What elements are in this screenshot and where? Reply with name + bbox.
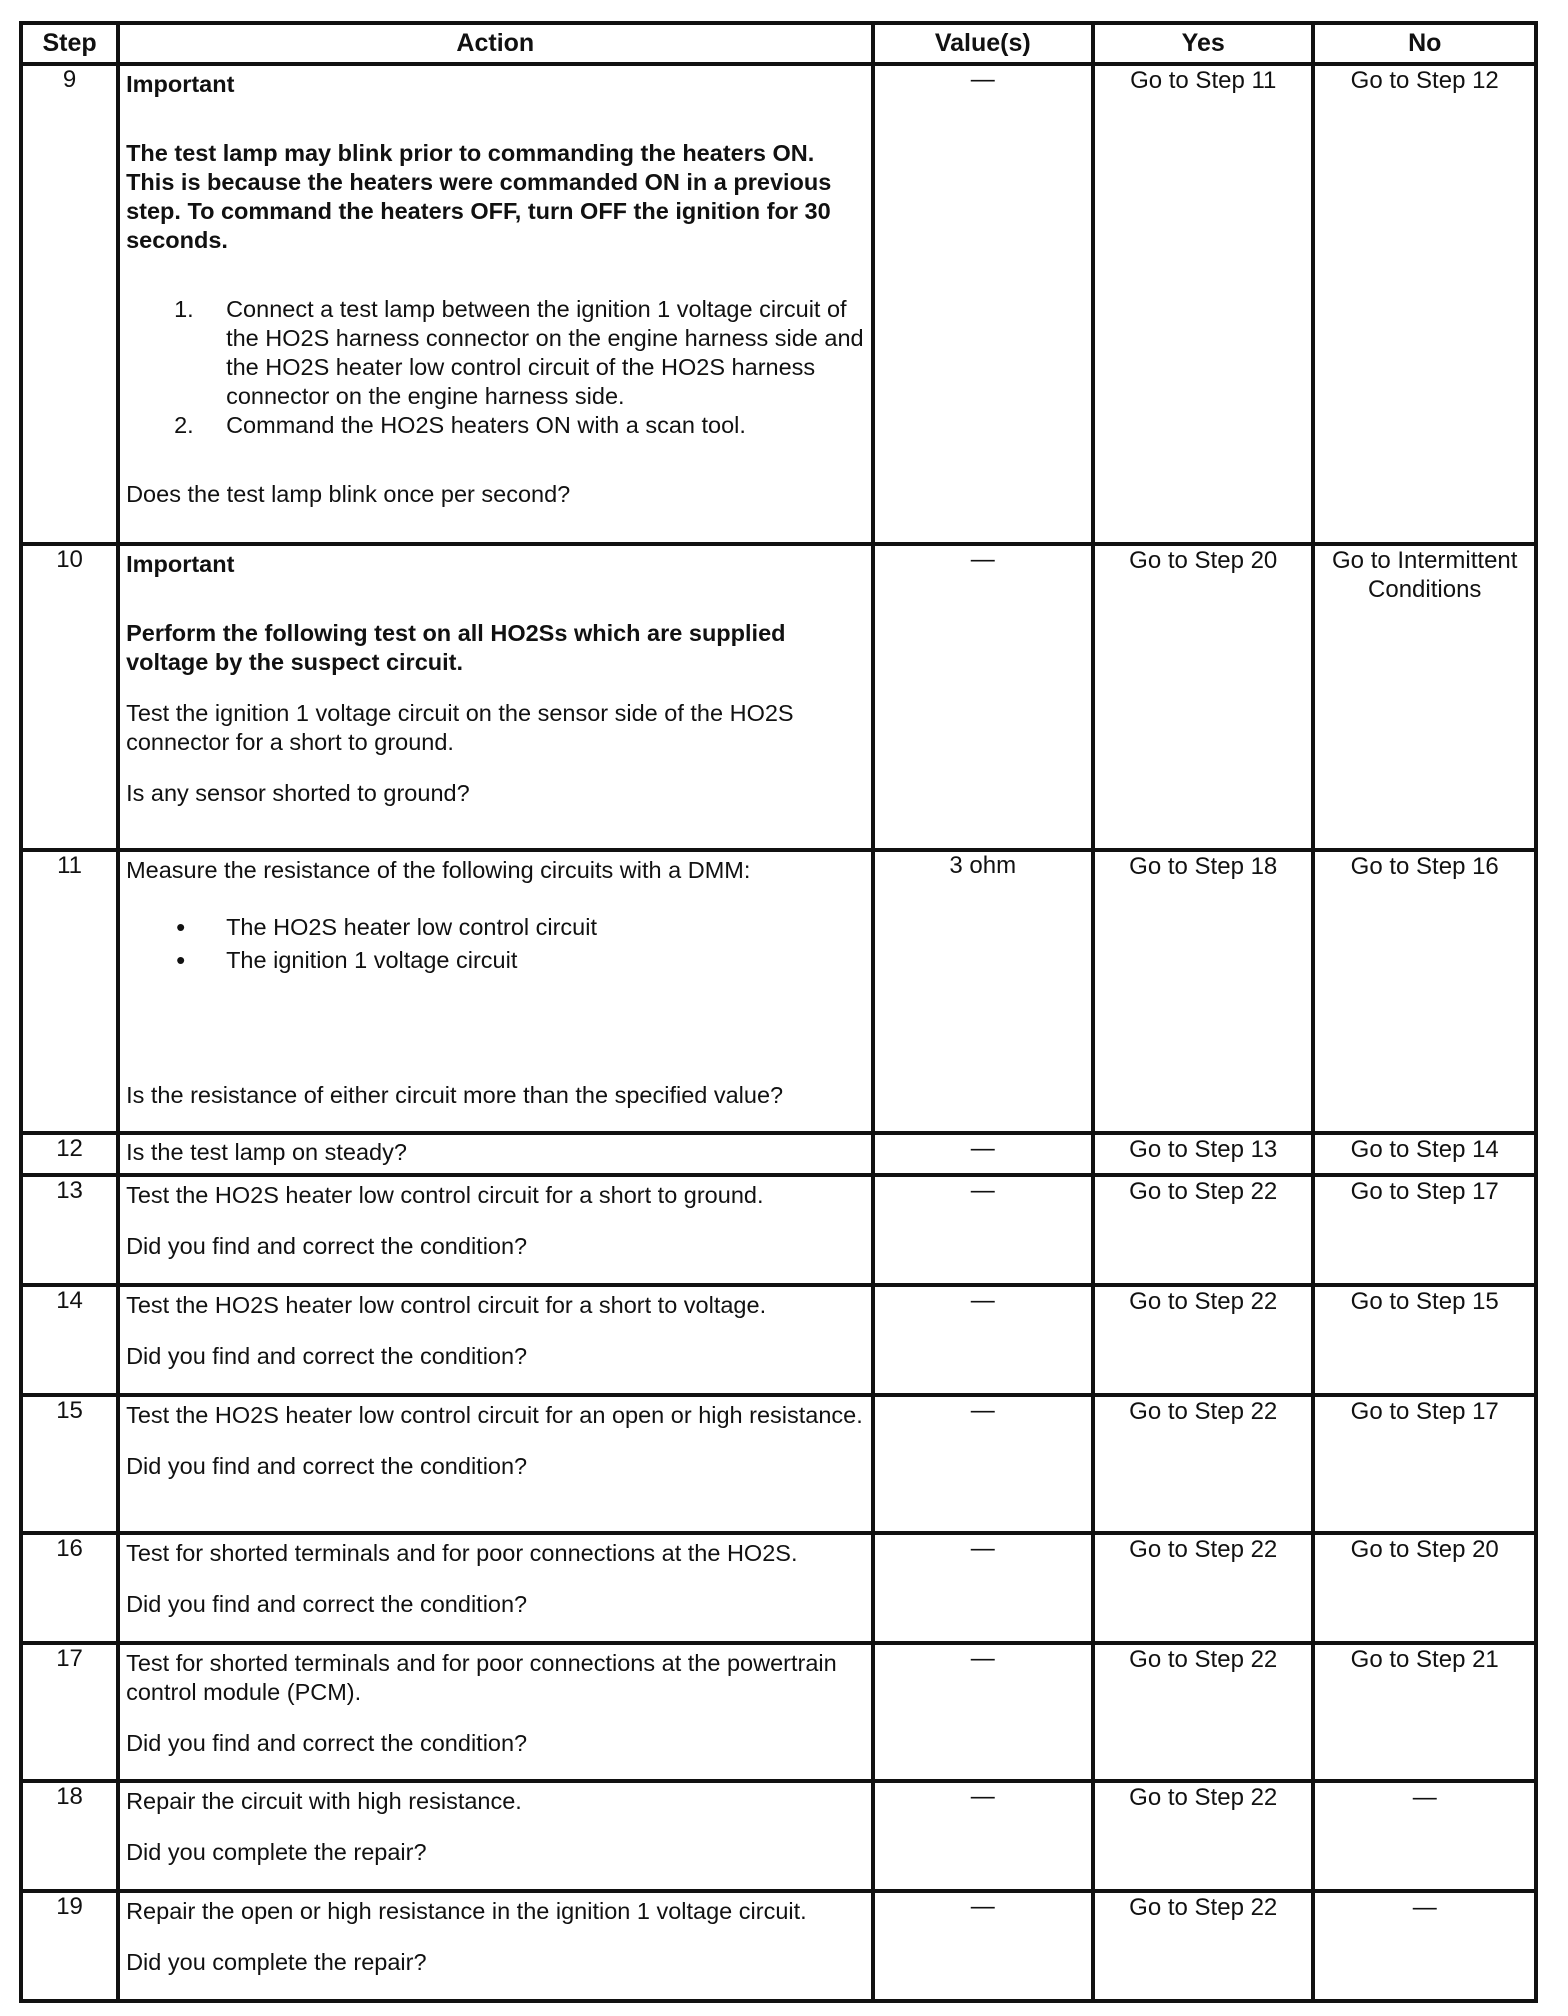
no-link: — (1313, 1891, 1536, 2001)
table-row (21, 544, 1536, 850)
question-text: Did you find and correct the condition? (126, 1233, 528, 1259)
action-text: Test the HO2S heater low control circuit for a short to ground. (126, 1182, 764, 1208)
step-number: 18 (21, 1781, 118, 1891)
action-cell (118, 64, 872, 544)
yes-link[interactable]: Go to Step 22 (1093, 1643, 1313, 1781)
no-link[interactable]: Go to Step 17 (1313, 1175, 1536, 1285)
question-text: Did you find and correct the condition? (126, 1453, 528, 1479)
value-cell: 3 ohm (873, 850, 1093, 1133)
step-number: 15 (21, 1395, 118, 1533)
question-text: Did you find and correct the condition? (126, 1343, 528, 1369)
yes-link[interactable]: Go to Step 22 (1093, 1285, 1313, 1395)
step-number: 9 (21, 64, 118, 544)
action-cell (118, 1781, 872, 1891)
header-no: No (1313, 23, 1536, 64)
value-cell: — (873, 64, 1093, 544)
question-text: Is the resistance of either circuit more than the specified value? (126, 1082, 784, 1108)
yes-link[interactable]: Go to Step 22 (1093, 1891, 1313, 2001)
action-cell (118, 1285, 872, 1395)
table-row (21, 1781, 1536, 1891)
value-cell: — (873, 1285, 1093, 1395)
header-yes: Yes (1093, 23, 1313, 64)
question-text: Is any sensor shorted to ground? (126, 780, 470, 806)
no-link[interactable]: Go to Step 17 (1313, 1395, 1536, 1533)
action-cell (118, 850, 872, 1133)
question-text: Did you find and correct the condition? (126, 1730, 528, 1756)
value-cell: — (873, 1133, 1093, 1175)
yes-link[interactable]: Go to Step 22 (1093, 1395, 1313, 1533)
step-number: 17 (21, 1643, 118, 1781)
step-number: 14 (21, 1285, 118, 1395)
table-row (21, 1643, 1536, 1781)
no-link[interactable]: Go to Step 14 (1313, 1133, 1536, 1175)
value-cell: — (873, 1395, 1093, 1533)
important-label: Important (126, 551, 235, 577)
value-cell: — (873, 1781, 1093, 1891)
action-text: Test the ignition 1 voltage circuit on the sensor side of the HO2S connector for a short to ground. (126, 700, 794, 755)
yes-link[interactable]: Go to Step 22 (1093, 1781, 1313, 1891)
action-cell (118, 1395, 872, 1533)
question-text: Did you find and correct the condition? (126, 1591, 528, 1617)
list-item: • The HO2S heater low control circuit (226, 913, 864, 942)
step-number: 12 (21, 1133, 118, 1175)
diagnostic-table (19, 21, 1538, 2003)
list-item: Command the HO2S heaters ON with a scan tool. (226, 412, 746, 438)
action-text: Measure the resistance of the following circuits with a DMM: (126, 857, 751, 883)
no-link[interactable]: Go to Step 20 (1313, 1533, 1536, 1643)
step-number: 19 (21, 1891, 118, 2001)
yes-link[interactable]: Go to Step 20 (1093, 544, 1313, 850)
yes-link[interactable]: Go to Step 11 (1093, 64, 1313, 544)
procedure-list (126, 295, 864, 440)
important-note: Perform the following test on all HO2Ss which are supplied voltage by the suspect circuit. (126, 620, 786, 675)
list-item: Connect a test lamp between the ignition 1 voltage circuit of the HO2S harness connector on the engine harness side and the HO2S heater low control circuit of the HO2S harness connector on the engine harness side. (226, 296, 864, 409)
table-row (21, 1533, 1536, 1643)
important-note: The test lamp may blink prior to commanding the heaters ON. This is because the heaters were commanded ON in a previous step. To command the heaters OFF, turn OFF the ignition for 30 seconds. (126, 140, 832, 253)
action-cell (118, 1133, 872, 1175)
table-row (21, 1175, 1536, 1285)
step-number: 16 (21, 1533, 118, 1643)
header-values: Value(s) (873, 23, 1093, 64)
table-row (21, 1133, 1536, 1175)
action-cell (118, 1891, 872, 2001)
action-text: Repair the circuit with high resistance. (126, 1788, 522, 1814)
table-row (21, 850, 1536, 1133)
no-link: — (1313, 1781, 1536, 1891)
table-row (21, 64, 1536, 544)
no-link[interactable]: Go to Intermittent Conditions (1313, 544, 1536, 850)
question-text: Is the test lamp on steady? (126, 1139, 407, 1165)
question-text: Did you complete the repair? (126, 1949, 427, 1975)
no-link[interactable]: Go to Step 15 (1313, 1285, 1536, 1395)
question-text: Does the test lamp blink once per second? (126, 481, 571, 507)
header-step: Step (21, 23, 118, 64)
value-cell: — (873, 1643, 1093, 1781)
action-cell (118, 544, 872, 850)
step-number: 11 (21, 850, 118, 1133)
no-link[interactable]: Go to Step 16 (1313, 850, 1536, 1133)
circuit-list (126, 913, 864, 975)
action-cell (118, 1643, 872, 1781)
yes-link[interactable]: Go to Step 18 (1093, 850, 1313, 1133)
action-text: Test for shorted terminals and for poor connections at the powertrain control module (PCM). (126, 1650, 837, 1705)
yes-link[interactable]: Go to Step 13 (1093, 1133, 1313, 1175)
header-action: Action (118, 23, 872, 64)
action-text: Test for shorted terminals and for poor connections at the HO2S. (126, 1540, 798, 1566)
action-cell (118, 1533, 872, 1643)
action-text: Test the HO2S heater low control circuit for an open or high resistance. (126, 1402, 863, 1428)
step-number: 13 (21, 1175, 118, 1285)
table-row (21, 1891, 1536, 2001)
no-link[interactable]: Go to Step 21 (1313, 1643, 1536, 1781)
header-row (21, 23, 1536, 64)
value-cell: — (873, 544, 1093, 850)
yes-link[interactable]: Go to Step 22 (1093, 1533, 1313, 1643)
value-cell: — (873, 1175, 1093, 1285)
table-row (21, 1395, 1536, 1533)
yes-link[interactable]: Go to Step 22 (1093, 1175, 1313, 1285)
step-number: 10 (21, 544, 118, 850)
value-cell: — (873, 1533, 1093, 1643)
question-text: Did you complete the repair? (126, 1839, 427, 1865)
action-cell (118, 1175, 872, 1285)
no-link[interactable]: Go to Step 12 (1313, 64, 1536, 544)
action-text: Test the HO2S heater low control circuit for a short to voltage. (126, 1292, 767, 1318)
action-text: Repair the open or high resistance in the ignition 1 voltage circuit. (126, 1898, 807, 1924)
value-cell: — (873, 1891, 1093, 2001)
table-row (21, 1285, 1536, 1395)
list-item: • The ignition 1 voltage circuit (226, 946, 864, 975)
important-label: Important (126, 71, 235, 97)
